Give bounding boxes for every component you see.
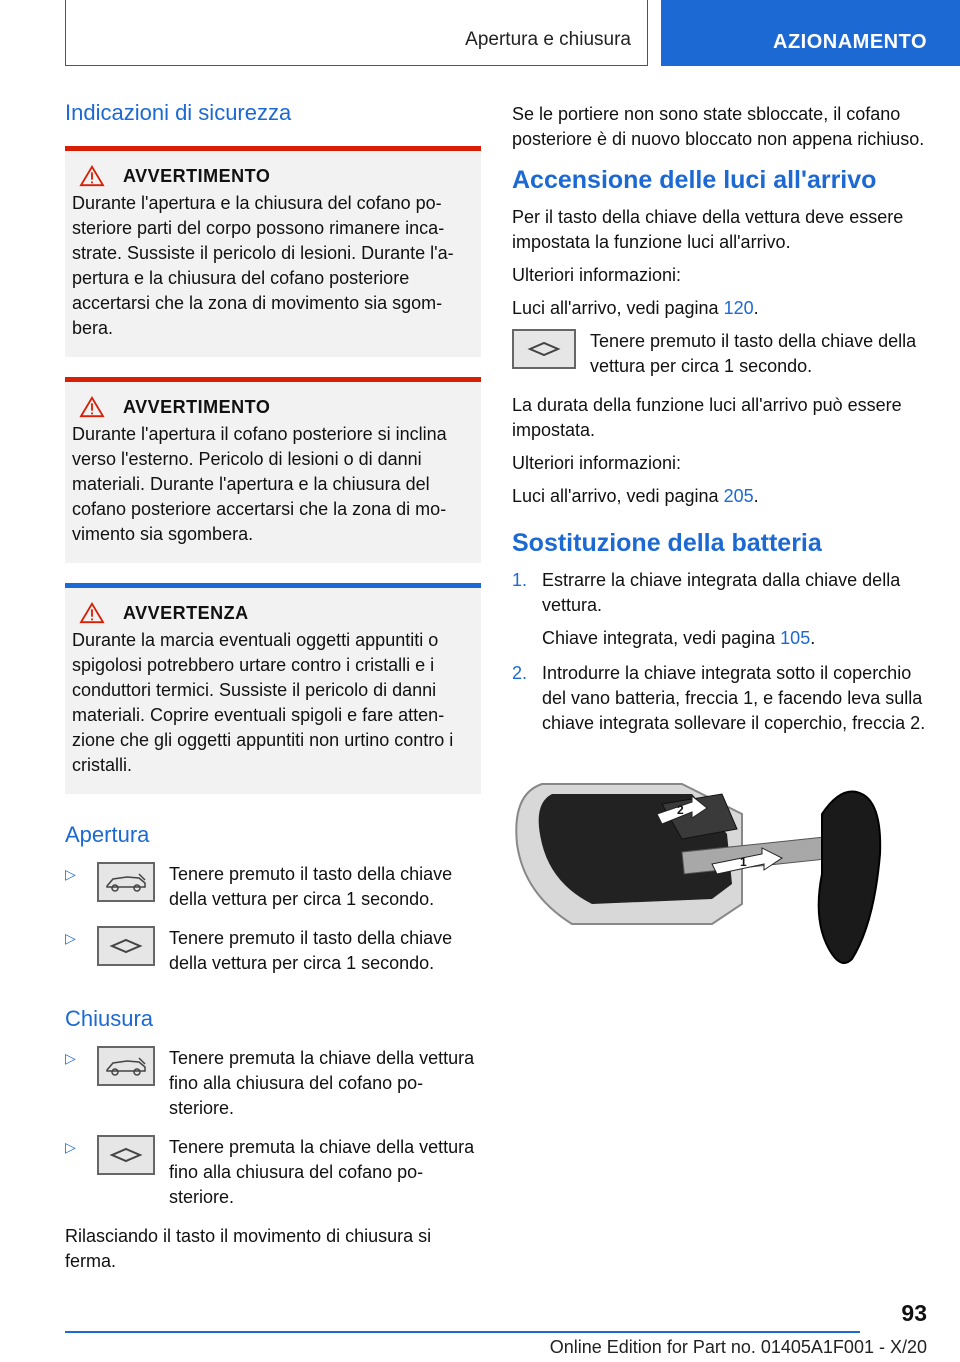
arrow-2-label: 2 [677, 803, 684, 817]
lights-text: Per il tasto della chiave della vettura deve essere impostata la funzione luci all'arrivo. [512, 207, 904, 252]
lights-info: Ulteriori informazioni: [512, 265, 682, 285]
warning-box-2 [65, 377, 481, 563]
warning-title: AVVERTIMENTO [123, 165, 271, 186]
warning-triangle-icon [78, 396, 106, 418]
step-number: 1. [512, 570, 528, 590]
list-item-text: Tenere premuta la chiave della vettura fino alla chiusura del cofano posteriore. [169, 1137, 475, 1207]
right-column [512, 102, 928, 979]
warning-box-1 [65, 146, 481, 357]
warning-title: AVVERTIMENTO [123, 396, 271, 417]
edition-text: Online Edition for Part no. 01405A1F001 - X/20 [549, 1337, 927, 1357]
key-button-icon [97, 926, 155, 966]
key-button-icon [512, 329, 576, 369]
car-tailgate-icon [97, 862, 155, 902]
step-text: Introdurre la chiave integrata sotto il coperchio del vano batteria, freccia 1, e facendo leva sulla chiave integrata sollevare il coperchio, freccia 2. [542, 663, 926, 733]
ref-text: Chiave integrata, vedi pagina [542, 628, 776, 648]
key-battery-illustration [512, 774, 928, 974]
car-tailgate-icon [97, 1046, 155, 1086]
list-item [65, 926, 481, 976]
notice-box [65, 583, 481, 794]
list-item-text: Tenere premuta la chiave della vettura fino alla chiusura del cofano posteriore. [169, 1048, 475, 1118]
lights-title: Accensione delle luci all'arrivo [512, 166, 877, 194]
lights-ref-1: Luci all'arrivo, vedi pagina 120. [512, 298, 759, 318]
warning-text: Durante l'apertura il cofano posteriore si inclina verso l'esterno. Pericolo di lesioni o di danni materiali. Durante l'apertura e la chiusura del cofano posteriore accertarsi che la zona di movimento sia sgombera. [72, 424, 447, 544]
list-item-text: Tenere premuto il tasto della chiave della vettura per circa 1 secondo. [169, 864, 453, 909]
list-item [65, 1135, 481, 1210]
lights-ref-2: Luci all'arrivo, vedi pagina 205. [512, 486, 759, 506]
triangle-bullet-icon: ▷ [65, 1050, 76, 1066]
lights-icon-para [512, 329, 928, 379]
warning-text: Durante l'apertura e la chiusura del cofano posteriore parti del corpo possono rimanere incastrate. Sussiste il pericolo di lesioni. Durante l'apertura e la chiusura del cofano posteriore accertarsi che la zona di movimento sia sgombera. [72, 193, 454, 338]
notice-title: AVVERTENZA [123, 602, 249, 623]
key-button-icon [97, 1135, 155, 1175]
triangle-bullet-icon: ▷ [65, 930, 76, 946]
battery-title: Sostituzione della batteria [512, 529, 822, 557]
step-1 [512, 568, 928, 618]
step-1-ref: Chiave integrata, vedi pagina 105. [542, 628, 816, 648]
arrow-1-label: 1 [740, 855, 747, 869]
notice-triangle-icon [78, 602, 106, 624]
safety-title: Indicazioni di sicurezza [65, 100, 292, 125]
chiusura-title: Chiusura [65, 1006, 154, 1031]
intro-text: Se le portiere non sono state sbloccate, il cofano posteriore è di nuovo bloccato non appena richiuso. [512, 104, 925, 149]
left-column [65, 100, 481, 1274]
ref-text: Luci all'arrivo, vedi pagina [512, 486, 719, 506]
list-item [65, 862, 481, 912]
notice-text: Durante la marcia eventuali oggetti appuntiti o spigolosi potrebbero urtare contro i cristalli e i conduttori termici. Sussiste il pericolo di danni materiali. Coprire eventuali spigoli e fare attenzione che gli oggetti appuntiti non urtino contro i cristalli. [72, 630, 454, 775]
lights-info-2: Ulteriori informazioni: [512, 453, 682, 473]
footer-divider [65, 1331, 860, 1333]
list-item [65, 1046, 481, 1121]
step-number: 2. [512, 663, 528, 683]
triangle-bullet-icon: ▷ [65, 866, 76, 882]
page-number: 93 [901, 1300, 927, 1326]
page-link-120[interactable]: 120 [723, 298, 754, 318]
header-section-title: Apertura e chiusura [465, 29, 631, 50]
apertura-title: Apertura [65, 822, 150, 847]
closing-note: Rilasciando il tasto il movimento di chiusura si ferma. [65, 1226, 432, 1271]
page-link-205[interactable]: 205 [723, 486, 754, 506]
step-text: Estrarre la chiave integrata dalla chiave della vettura. [542, 570, 901, 615]
page-link-105[interactable]: 105 [780, 628, 811, 648]
lights-icon-text: Tenere premuto il tasto della chiave della vettura per circa 1 secondo. [590, 331, 917, 376]
triangle-bullet-icon: ▷ [65, 1139, 76, 1155]
list-item-text: Tenere premuto il tasto della chiave della vettura per circa 1 secondo. [169, 928, 453, 973]
header-chapter-tab: AZIONAMENTO [661, 0, 960, 66]
warning-triangle-icon [78, 165, 106, 187]
header-section-box [65, 0, 648, 66]
ref-text: Luci all'arrivo, vedi pagina [512, 298, 719, 318]
lights-duration: La durata della funzione luci all'arrivo può essere impostata. [512, 395, 902, 440]
step-2 [512, 661, 928, 736]
